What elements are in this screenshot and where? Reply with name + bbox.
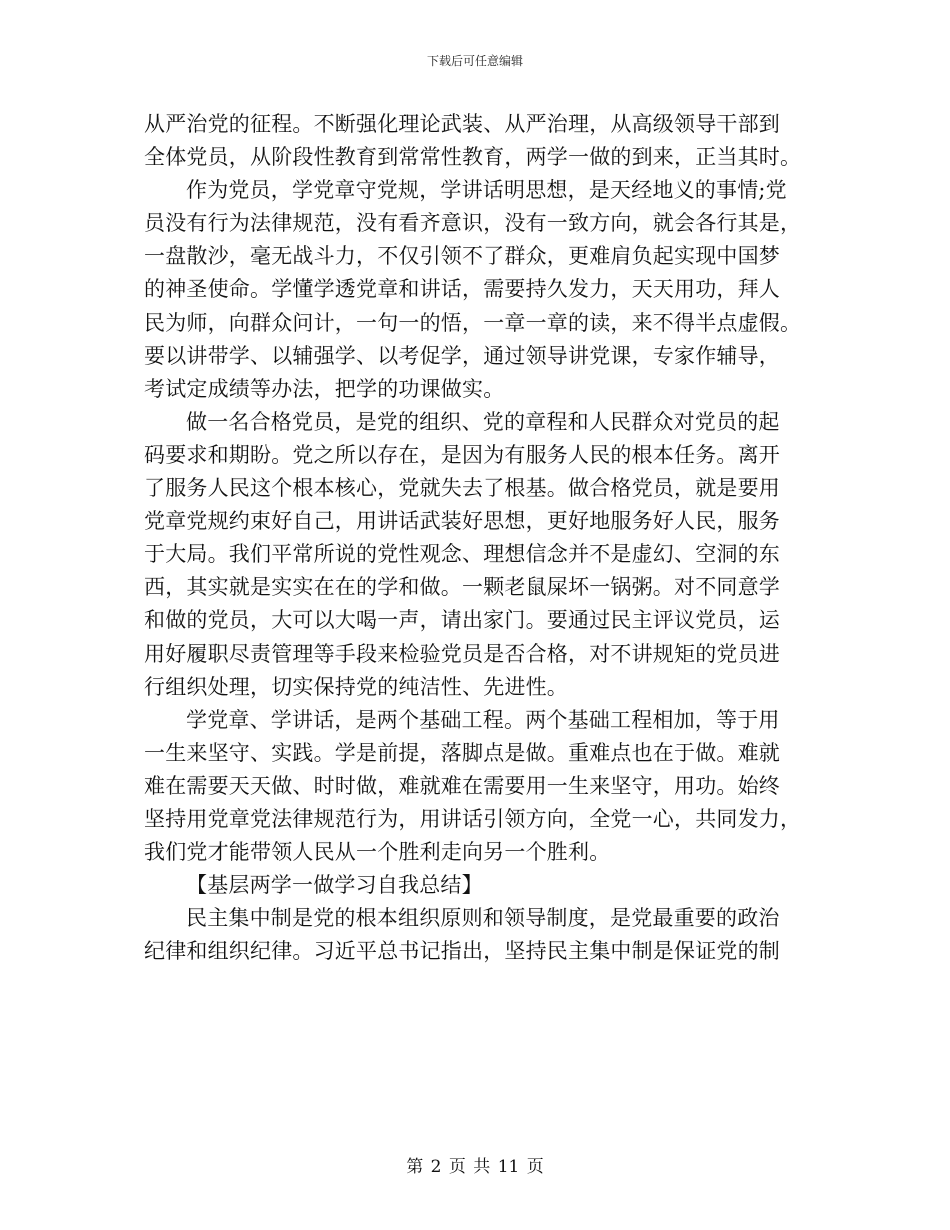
text-line: 于大局。我们平常所说的党性观念、理想信念并不是虚幻、空洞的东 xyxy=(144,542,780,567)
text-line: 全体党员，从阶段性教育到常常性教育，两学一做的到来，正当其时。 xyxy=(144,145,802,170)
text-line: 民为师，向群众问计，一句一的悟，一章一章的读，来不得半点虚假。 xyxy=(144,310,802,335)
text-line: 用好履职尽责管理等手段来检验党员是否合格，对不讲规矩的党员进 xyxy=(144,641,780,666)
text-line: 西，其实就是实实在在的学和做。一颗老鼠屎坏一锅粥。对不同意学 xyxy=(144,575,780,600)
text-line: 考试定成绩等办法，把学的功课做实。 xyxy=(144,376,505,401)
text-line: 和做的党员，大可以大喝一声，请出家门。要通过民主评议党员，运 xyxy=(144,608,780,633)
paragraph-start-line: 作为党员，学党章守党规，学讲话明思想，是天经地义的事情;党 xyxy=(186,178,787,203)
text-line: 码要求和期盼。党之所以存在，是因为有服务人民的根本任务。离开 xyxy=(144,442,780,467)
text-line: 坚持用党章党法律规范行为，用讲话引领方向，全党一心，共同发力， xyxy=(144,806,802,831)
text-line: 了服务人民这个根本核心，党就失去了根基。做合格党员，就是要用 xyxy=(144,476,780,501)
page-number-footer: 第 2 页 共 11 页 xyxy=(406,1157,544,1177)
text-line: 从严治党的征程。不断强化理论武装、从严治理，从高级领导干部到 xyxy=(144,112,780,136)
text-line: 一盘散沙，毫无战斗力，不仅引领不了群众，更难肩负起实现中国梦 xyxy=(144,244,780,269)
section-heading: 【基层两学一做学习自我总结】 xyxy=(186,873,483,898)
text-line: 要以讲带学、以辅强学、以考促学，通过领导讲党课，专家作辅导， xyxy=(144,343,780,368)
text-line: 的神圣使命。学懂学透党章和讲话，需要持久发力，天天用功，拜人 xyxy=(144,277,780,302)
paragraph-start-line: 民主集中制是党的根本组织原则和领导制度，是党最重要的政治 xyxy=(186,906,780,931)
text-line: 党章党规约束好自己，用讲话武装好思想，更好地服务好人民，服务 xyxy=(144,509,780,534)
text-line: 我们党才能带领人民从一个胜利走向另一个胜利。 xyxy=(144,840,611,865)
paragraph-start-line: 学党章、学讲话，是两个基础工程。两个基础工程相加，等于用 xyxy=(186,707,780,732)
text-line: 一生来坚守、实践。学是前提，落脚点是做。重难点也在于做。难就 xyxy=(144,740,780,765)
text-line: 难在需要天天做、时时做，难就难在需要用一生来坚守，用功。始终 xyxy=(144,773,780,798)
document-body xyxy=(144,108,806,968)
page-header: 下载后可任意编辑 xyxy=(426,54,523,68)
text-line: 员没有行为法律规范，没有看齐意识，没有一致方向，就会各行其是， xyxy=(144,211,802,236)
paragraph-start-line: 做一名合格党员，是党的组织、党的章程和人民群众对党员的起 xyxy=(186,409,780,434)
text-line: 纪律和组织纪律。习近平总书记指出，坚持民主集中制是保证党的制 xyxy=(144,939,780,964)
text-line: 行组织处理，切实保持党的纯洁性、先进性。 xyxy=(144,674,568,699)
